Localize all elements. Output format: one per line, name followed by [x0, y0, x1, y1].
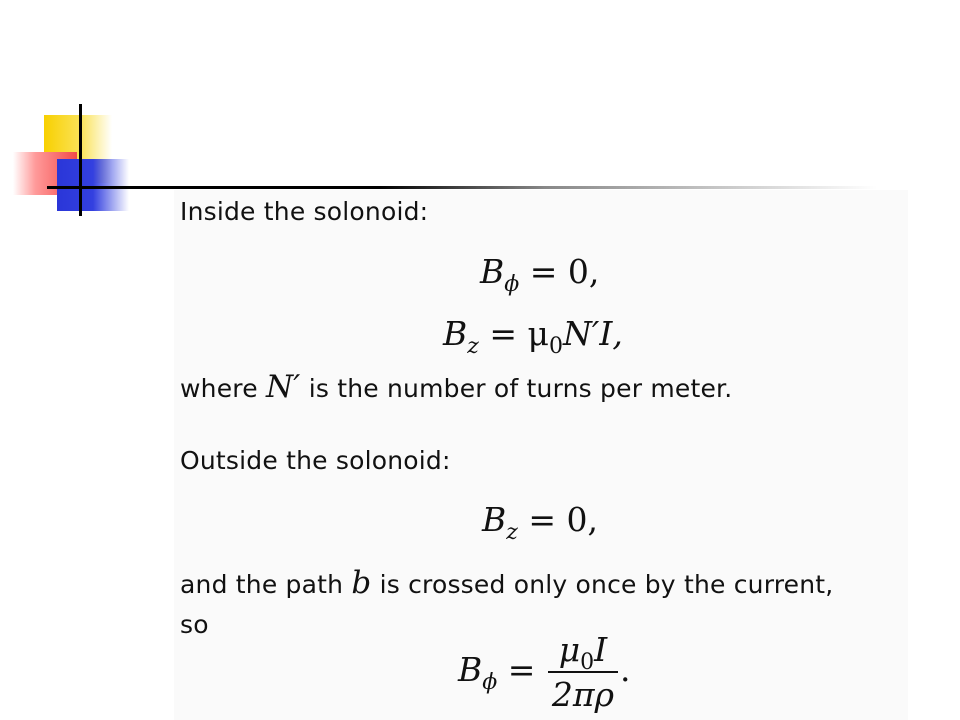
equation-b-z-outside: $B_z = 0$,: [482, 500, 598, 545]
inside-heading: Inside the solonoid:: [180, 197, 429, 226]
vertical-rule: [79, 104, 82, 216]
outside-heading: Outside the solonoid:: [180, 446, 451, 475]
fraction-denominator: 2πρ: [551, 675, 615, 714]
fraction-numerator: $\mu_0I$: [548, 630, 618, 673]
equation-b-phi-outside: $B_\phi$ = $\frac{\mu_0I}{2\pi\rho}$ .: [458, 630, 631, 714]
so-text: so: [180, 610, 209, 639]
corner-logo: [0, 0, 200, 240]
equation-b-phi-inside: $B_\phi = 0$,: [480, 252, 600, 297]
fraction: [548, 630, 618, 714]
where-sentence: where N′ is the number of turns per meter.: [180, 369, 733, 405]
path-sentence: and the path b is crossed only once by the current,: [180, 565, 834, 601]
equation-b-z-inside: $B_z = \mu_0N'I$,: [443, 314, 623, 359]
title-rule: [47, 186, 877, 189]
blue-square-decoration: [57, 159, 129, 211]
